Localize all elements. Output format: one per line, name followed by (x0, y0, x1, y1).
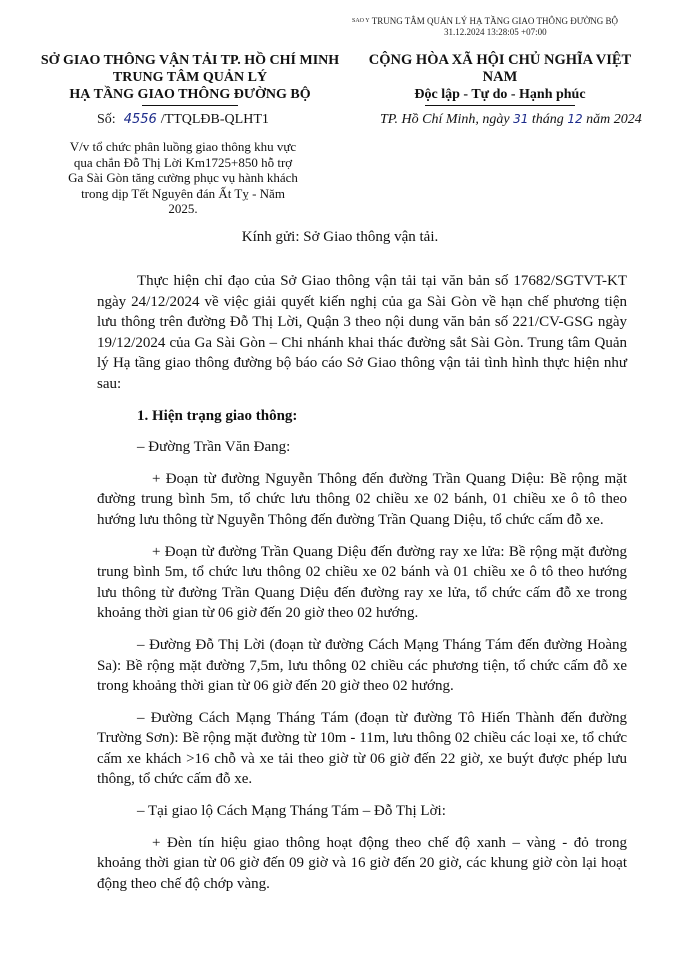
date-day: 31 (513, 112, 529, 126)
doc-number-handwritten: 4556 (123, 112, 157, 127)
body-paragraph: + Đoạn từ đường Nguyễn Thông đến đường Trần Quang Diệu: Bề rộng mặt đường trung bình 5m, tổ chức lưu thông 02 chiều xe 02 bánh, 01 chiều xe ô tô theo hướng lưu thông từ Nguyễn Thông đến đường Trần Quang Diệu, tổ chức cấm đỗ xe. (97, 470, 627, 528)
document-subject: V/v tổ chức phân luồng giao thông khu vực qua chắn Đỗ Thị Lời Km1725+850 hỗ trợ Ga Sài Gòn tăng cường phục vụ hành khách trong dịp Tết Nguyên đán Ất Tỵ - Năm 2025. (68, 139, 298, 216)
date-year: năm 2024 (586, 112, 642, 127)
body-paragraph: + Đèn tín hiệu giao thông hoạt động theo chế độ xanh – vàng - đỏ trong khoảng thời gian từ 06 giờ đến 09 giờ và 16 giờ đến 20 giờ, các khung giờ còn lại hoạt động theo chế độ chớp vàng. (97, 834, 627, 892)
nation-motto: Độc lập - Tự do - Hạnh phúc (414, 87, 586, 102)
body-paragraph: – Tại giao lộ Cách Mạng Tháng Tám – Đỗ Thị Lời: (137, 803, 446, 820)
doc-number-suffix: /TTQLĐB-QLHT1 (160, 112, 269, 127)
body-paragraph: + Đoạn từ đường Trần Quang Diệu đến đường ray xe lửa: Bề rộng mặt đường trung bình 5m, tổ chức lưu thông 02 chiều xe 02 bánh và 01 chiều xe ô tô theo hướng lưu thông từ đường Trần Quang Diệu đến đường ray xe lửa, tổ chức cấm đỗ xe trong khoảng thời gian từ 06 giờ đến 20 giờ theo 02 hướng. (97, 543, 627, 622)
intro-paragraph: Thực hiện chỉ đạo của Sở Giao thông vận tải tại văn bản số 17682/SGTVT-KT ngày 24/12/2024 về việc giải quyết kiến nghị của ga Sài Gòn về hạn chế phương tiện lưu thông trên đường Đỗ Thị Lời, Quận 3 theo nội dung văn bản số 221/CV-GSG ngày 19/12/2024 của Ga Sài Gòn – Chi nhánh khai thác đường sắt Sài Gòn. Trung tâm Quản lý Hạ tầng giao thông đường bộ báo cáo Sở Giao thông vận tải tình hình thực hiện như sau: (97, 273, 627, 392)
document-number (97, 112, 269, 128)
org-name-line2: HẠ TẦNG GIAO THÔNG ĐƯỜNG BỘ (69, 87, 311, 102)
section-heading: 1. Hiện trạng giao thông: (137, 407, 298, 424)
date-month-word: tháng (531, 112, 564, 127)
doc-number-prefix: Số: (97, 112, 116, 127)
body-paragraph: – Đường Cách Mạng Tháng Tám (đoạn từ đường Tô Hiến Thành đến đường Trường Sơn): Bề rộng mặt đường từ 10m - 11m, lưu thông 02 chiều các loại xe, tổ chức cấm xe khách >16 chỗ và xe tải theo giờ từ 06 giờ đến 22 giờ, xe buýt được phép lưu thông, tổ chức cấm đỗ xe. (97, 709, 627, 788)
org-name-line1: TRUNG TÂM QUẢN LÝ (112, 70, 268, 85)
national-header (350, 52, 650, 106)
org-underline (142, 105, 238, 106)
body-paragraph: – Đường Đỗ Thị Lời (đoạn từ đường Cách Mạng Tháng Tám đến đường Hoàng Sa): Bề rộng mặt đường 7,5m, lưu thông 02 chiều các phương tiện, tổ chức cấm đỗ xe trong khoảng thời gian từ 06 giờ đến 20 giờ theo 02 hướng. (97, 636, 627, 695)
digital-signature-stamp (352, 16, 622, 38)
body-paragraph: – Đường Trần Văn Đang: (137, 439, 291, 456)
document-body (97, 271, 627, 905)
stamp-label: SAO Y (352, 18, 370, 24)
stamp-issuer: TRUNG TÂM QUẢN LÝ HẠ TẦNG GIAO THÔNG ĐƯỜNG BỘ (371, 16, 618, 26)
issuing-organization (40, 52, 340, 106)
org-parent: SỞ GIAO THÔNG VẬN TẢI TP. HỒ CHÍ MINH (40, 53, 340, 68)
date-month: 12 (567, 112, 583, 126)
place-date (380, 112, 642, 128)
recipient-line: Kính gửi: Sở Giao thông vận tải. (241, 229, 439, 245)
date-place: TP. Hồ Chí Minh, ngày (380, 112, 510, 127)
stamp-timestamp: 31.12.2024 13:28:05 +07:00 (444, 27, 547, 37)
motto-underline (425, 105, 575, 106)
nation-title: CỘNG HÒA XÃ HỘI CHỦ NGHĨA VIỆT NAM (368, 52, 632, 85)
